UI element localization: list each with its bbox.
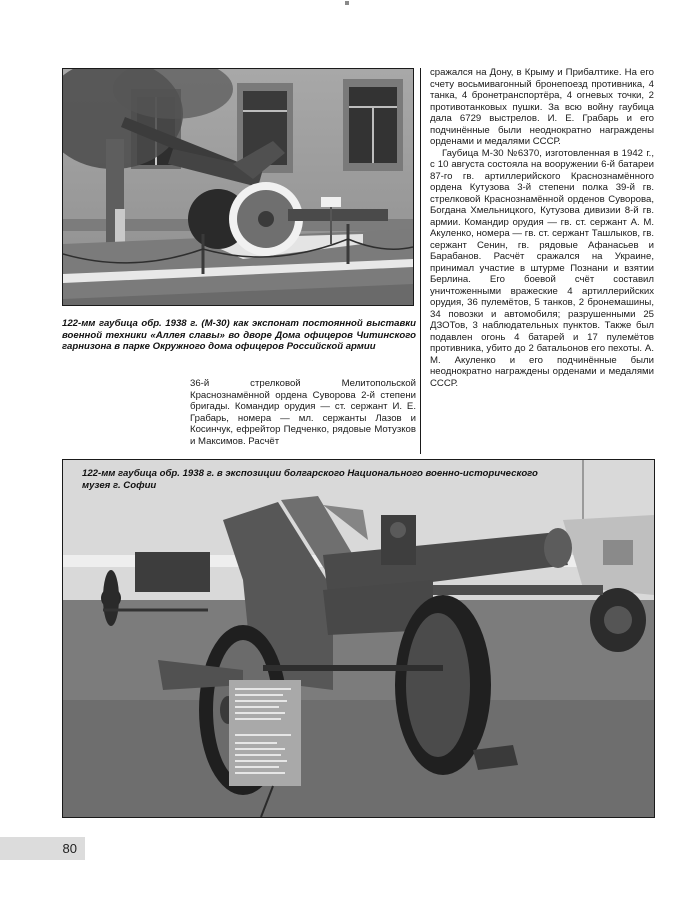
column-divider — [420, 68, 421, 454]
paragraph: 36-й стрелковой Мелитопольской Краснознамённой ордена Суворова 2-й степени бригады. Командир орудия — ст. сержант И. Е. Грабарь, номера — мл. сержанты Лазов и Косинчук, ефрейтор Педченко, рядовые Мотузков и Максимов. Расчёт — [190, 378, 416, 447]
text-column-left — [190, 378, 416, 447]
paragraph: Гаубица М-30 №6370, изготовленная в 1942 г., с 10 августа состояла на вооружении 6-й батареи 87-го гв. артиллерийского Краснознамённого ордена Кутузова 3-й степени полка 39-й гв. стрелковой Краснознамённой орденов Суворова, Богдана Хмельницкого, Кутузова дивизии 8-й гв. армии. Командир орудия — гв. ст. сержант А. М. Акуленко, номера — гв. ст. сержант Ташлыков, гв. сержант Сенин, гв. рядовые Афанасьев и Барабанов. Расчёт сражался на Украине, принимал участие в штурме Познани и взятии Берлина. Его боевой счёт составил уничтоженными вражеские 4 артиллерийских орудия, 36 пулемётов, 5 танков, 2 бронемашины, 34 повозки и автомобиля; разрушенными 25 ДЗОТов, 3 наблюдательных пунктов. Также был подавлен огонь 4 батарей и 17 пулемётов противника, убито до 2 батальонов его пехоты. А. М. Акуленко и его подчинённые были неоднократно награждены орденами и медалями СССР. — [430, 147, 654, 389]
photo-howitzer-chita-image — [63, 69, 413, 305]
photo-caption-sofia: 122-мм гаубица обр. 1938 г. в экспозиции болгарского Национального военно-исторического музея г. Софии — [82, 468, 538, 491]
text-column-right — [430, 67, 654, 389]
page-marker — [345, 1, 349, 5]
photo-caption-chita: 122-мм гаубица обр. 1938 г. (М-30) как экспонат постоянной выставки военной техники «Аллея славы» во дворе Дома офицеров Читинского гарнизона в парке Окружного дома офицеров Российской армии — [62, 318, 416, 353]
photo-howitzer-chita — [62, 68, 414, 306]
page-number: 80 — [62, 841, 77, 856]
photo-howitzer-sofia-image — [63, 460, 654, 817]
paragraph: сражался на Дону, в Крыму и Прибалтике. На его счету восьмивагонный бронепоезд противника, 4 танка, 4 бронетранспортёра, 4 огневых точки, 2 противотанковых пушки. За всю войну гаубица дала 6729 выстрелов. И. Е. Грабарь и его подчинённые были неоднократно награждены орденами и медалями СССР. — [430, 67, 654, 147]
photo-howitzer-sofia — [62, 459, 655, 818]
page-number-box — [0, 837, 85, 860]
